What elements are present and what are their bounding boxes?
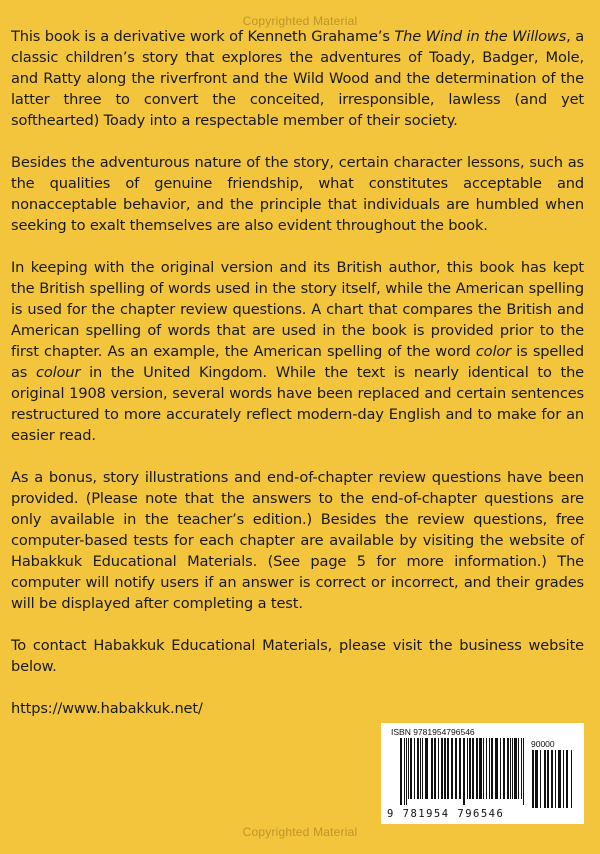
barcode-bar [438, 738, 439, 799]
barcode-bar [431, 738, 433, 799]
barcode-bar [476, 738, 478, 799]
barcode-bar [495, 738, 498, 799]
italic-title: color [475, 343, 511, 360]
barcode-bar [467, 738, 468, 799]
barcode-bar [523, 738, 524, 805]
barcode-bar [422, 738, 423, 799]
barcode-bar [518, 738, 519, 799]
barcode-bar [558, 750, 561, 808]
barcode-bar [566, 750, 568, 808]
barcode-bar [447, 738, 449, 799]
paragraph-text: This book is a derivative work of Kenneth Grahame’s [11, 28, 395, 45]
watermark-top: Copyrighted Material [242, 14, 358, 28]
barcode-bar [540, 750, 541, 808]
barcode-bar [500, 738, 501, 799]
barcode-bar [544, 750, 546, 808]
paragraph [11, 467, 584, 614]
barcode-bar [459, 738, 461, 799]
barcode-bar [563, 750, 564, 808]
barcode-bar [514, 738, 517, 799]
paragraph-text: In keeping with the original version and its British author, this book has kept the British spelling of words used in the story itself, while the American spelling is used for the chapter review questions. A chart that compares the British and American spelling of words that are used in the book is provided prior to the first chapter. As an example, the American spelling of the word [11, 259, 584, 360]
paragraph [11, 257, 584, 446]
barcode-bar [479, 738, 482, 799]
watermark-bottom: Copyrighted Material [242, 825, 358, 839]
barcode-bar [441, 738, 443, 799]
barcode-bar [532, 750, 534, 808]
isbn-label: ISBN 9781954796546 [391, 727, 475, 737]
barcode-bar [425, 738, 428, 799]
paragraph [11, 635, 584, 677]
barcode-bar [434, 738, 436, 799]
barcode-bar [400, 738, 402, 805]
barcode-bar [507, 738, 509, 799]
barcode-bar [455, 738, 457, 799]
barcode-bar [408, 738, 409, 799]
barcode-bar [417, 738, 419, 799]
barcode-bar [463, 738, 465, 805]
isbn-barcode [381, 723, 584, 824]
barcode-bar [444, 738, 446, 799]
barcode-bar [406, 738, 407, 805]
barcode-bar [547, 750, 549, 808]
isbn-digits: 9 781954 796546 [387, 808, 505, 820]
barcode-bar [491, 738, 493, 799]
paragraph-text: in the United Kingdom. While the text is nearly identical to the original 1908 version, several words have been replaced and certain sentences restructured to more accurately reflect modern-day English and to make for an easier read. [11, 364, 584, 444]
barcode-bar [483, 738, 484, 799]
barcode-bar [510, 738, 511, 799]
barcode-addon-bars [531, 750, 575, 814]
italic-title: The Wind in the Willows [394, 28, 567, 45]
barcode-bar [469, 738, 471, 799]
back-cover-text [11, 26, 584, 740]
barcode-bar [535, 750, 538, 808]
barcode-bar [410, 738, 412, 799]
barcode-bar [512, 738, 513, 799]
barcode-bar [486, 738, 487, 799]
barcode-bar [404, 738, 405, 805]
paragraph-text: is spelled as [11, 343, 584, 381]
barcode-bar [555, 750, 556, 808]
barcode-bar [414, 738, 415, 799]
paragraph-text: To contact Habakkuk Educational Materials, please visit the business website below. [11, 637, 584, 675]
barcode-bar [551, 750, 553, 808]
website-url: https://www.habakkuk.net/ [11, 700, 203, 717]
barcode-bar [472, 738, 474, 799]
paragraph [11, 26, 584, 131]
barcode-bar [489, 738, 490, 799]
barcode-bar [503, 738, 505, 799]
barcode-bar [521, 738, 522, 799]
barcode-bar [451, 738, 453, 799]
paragraph-text: Besides the adventurous nature of the story, certain character lessons, such as the qualities of genuine friendship, what constitutes acceptable and nonacceptable behavior, and the principle that individuals are humbled when seeking to exalt themselves are also evident throughout the book. [11, 154, 584, 234]
paragraph-text: As a bonus, story illustrations and end-of-chapter review questions have been provided. (Please note that the answers to the end-of-chapter questions are only available in the teacher’s edition.) Besides the review questions, free computer-based tests for each chapter are available by visiting the website of Habakkuk Educational Materials. (See page 5 for more information.) The computer will notify users if an answer is correct or incorrect, and their grades will be displayed after completing a test. [11, 469, 584, 612]
barcode-bar [571, 750, 572, 808]
paragraph-text: , a classic children’s story that explores the adventures of Toady, Badger, Mole, and Ratty along the riverfront and the Wild Wood and the determination of the latter three to convert the conceited, irresponsible, lawless (and yet softhearted) Toady into a respectable member of their society. [11, 28, 585, 129]
italic-title: colour [36, 364, 81, 381]
barcode-bar [420, 738, 421, 799]
price-code: 90000 [531, 739, 555, 749]
paragraph [11, 152, 584, 236]
barcode-bars [399, 738, 527, 805]
